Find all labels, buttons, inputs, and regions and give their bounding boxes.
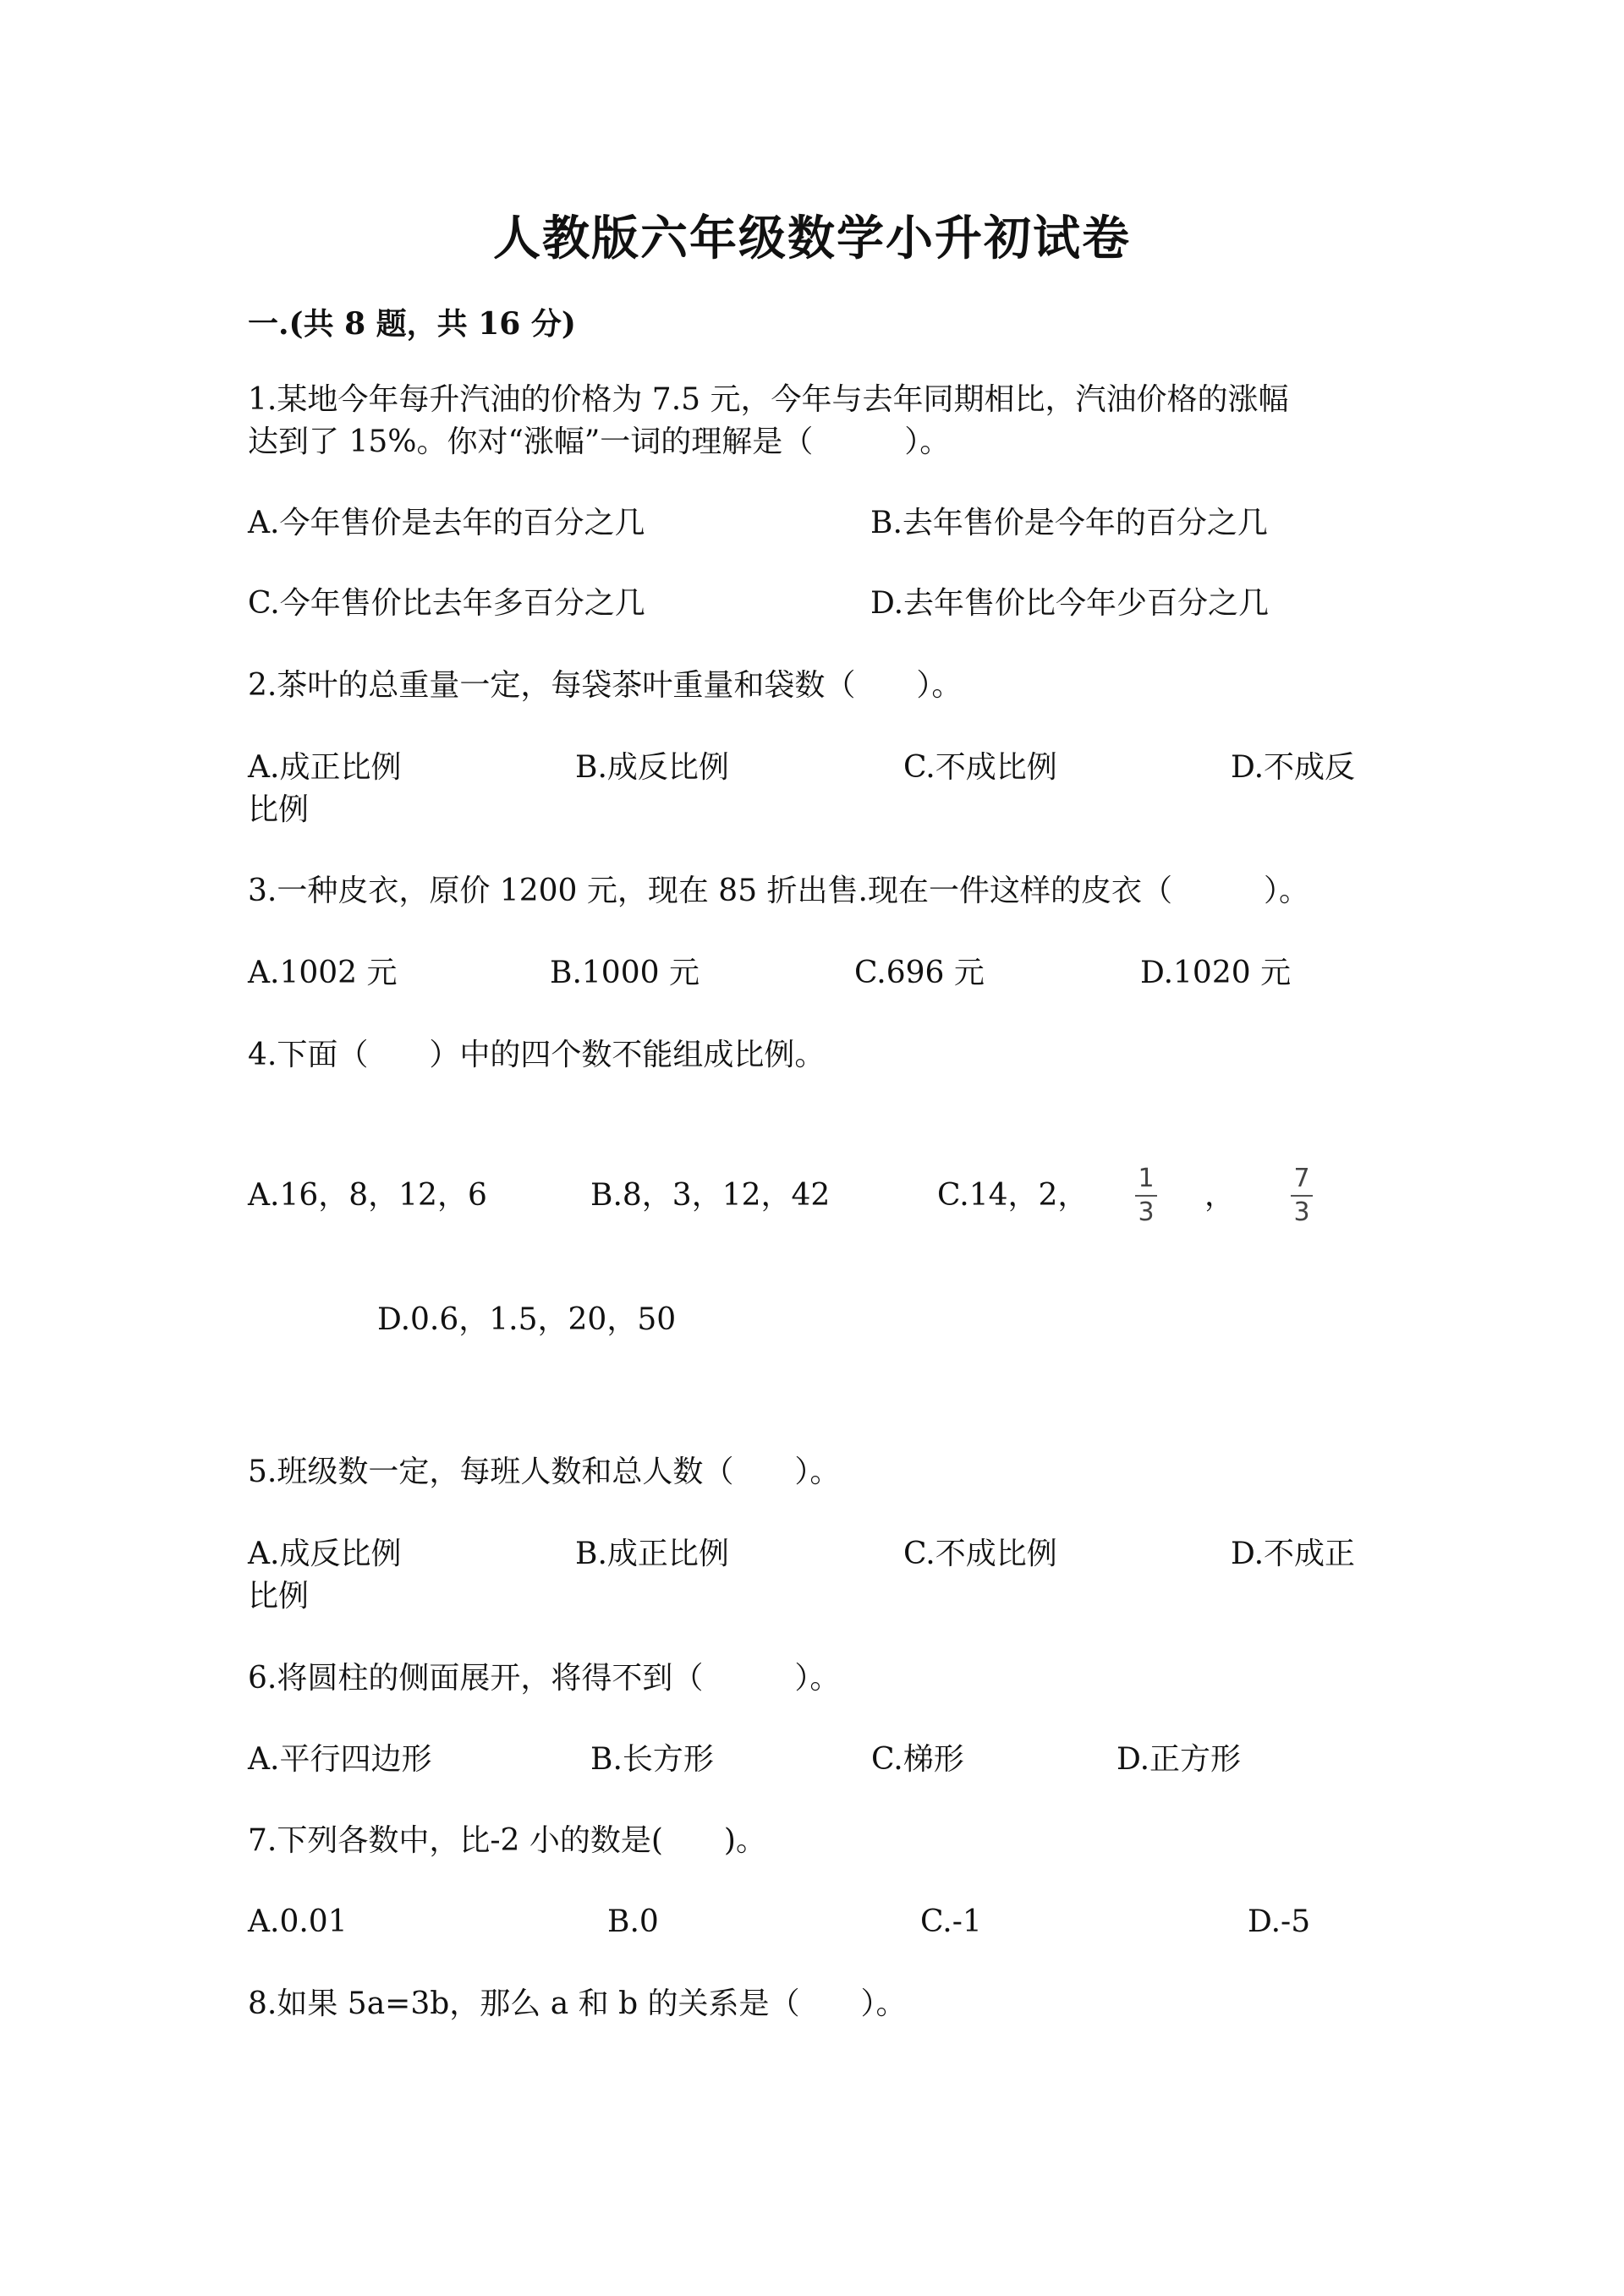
q5-option-c: C.不成比例 [903, 1537, 1057, 1571]
q6-option-d: D.正方形 [1116, 1742, 1242, 1777]
fraction-numerator: 1 [1138, 1164, 1155, 1193]
q4-option-c: C.14，2， [937, 1178, 1089, 1213]
q2-option-c: C.不成比例 [903, 750, 1057, 785]
q2-option-a: A.成正比例 [248, 750, 402, 785]
q1-option-c: C.今年售价比去年多百分之几 [248, 586, 645, 621]
q2-option-d: D.不成反 [1231, 750, 1356, 785]
fraction-denominator: 3 [1138, 1197, 1155, 1227]
q2-option-d-cont: 比例 [248, 792, 310, 827]
q1-option-b: B.去年售价是今年的百分之几 [870, 506, 1268, 540]
q7-option-b: B.0 [607, 1904, 659, 1939]
q4-option-b: B.8，3，12，42 [590, 1178, 831, 1213]
q5-option-d: D.不成正 [1231, 1537, 1356, 1571]
fraction-bar [1291, 1195, 1313, 1197]
q4-fraction-seven-thirds [1291, 1165, 1313, 1225]
section-heading: 一.(共 8 题，共 16 分) [248, 306, 576, 342]
q1-option-a: A.今年售价是去年的百分之几 [248, 506, 645, 540]
q1-stem-line2: 达到了 15%。你对“涨幅”一词的理解是（ ）。 [248, 425, 951, 459]
q1-stem-line1: 1.某地今年每升汽油的价格为 7.5 元，今年与去年同期相比，汽油价格的涨幅 [248, 382, 1289, 417]
q3-option-c: C.696 元 [854, 956, 985, 990]
q4-stem: 4.下面（ ）中的四个数不能组成比例。 [248, 1038, 826, 1072]
q6-stem: 6.将圆柱的侧面展开，将得不到（ ）。 [248, 1661, 841, 1696]
q4-fraction-one-third [1135, 1165, 1157, 1225]
q3-option-a: A.1002 元 [248, 956, 398, 990]
q5-option-d-cont: 比例 [248, 1579, 310, 1614]
q5-option-b: B.成正比例 [575, 1537, 729, 1571]
q4-option-c-comma: ， [1204, 1178, 1236, 1213]
q5-option-a: A.成反比例 [248, 1537, 402, 1571]
q6-option-c: C.梯形 [871, 1742, 964, 1777]
q6-option-a: A.平行四边形 [248, 1742, 432, 1777]
page-title: 人教版六年级数学小升初试卷 [493, 211, 1131, 266]
q7-option-c: C.-1 [920, 1904, 982, 1939]
q5-stem: 5.班级数一定，每班人数和总人数（ ）。 [248, 1455, 841, 1489]
fraction-numerator: 7 [1293, 1164, 1310, 1193]
q3-option-d: D.1020 元 [1140, 956, 1292, 990]
q2-option-b: B.成反比例 [575, 750, 729, 785]
q7-stem: 7.下列各数中，比-2 小的数是( )。 [248, 1823, 766, 1858]
q2-stem: 2.茶叶的总重量一定，每袋茶叶重量和袋数（ ）。 [248, 668, 963, 703]
q7-option-d: D.-5 [1248, 1904, 1311, 1939]
fraction-denominator: 3 [1293, 1197, 1310, 1227]
q8-stem: 8.如果 5a=3b，那么 a 和 b 的关系是（ ）。 [248, 1986, 907, 2021]
q4-option-d: D.0.6，1.5，20，50 [377, 1302, 677, 1337]
fraction-bar [1135, 1195, 1157, 1197]
q3-stem: 3.一种皮衣，原价 1200 元，现在 85 折出售.现在一件这样的皮衣（ ）。 [248, 874, 1309, 908]
q7-option-a: A.0.01 [248, 1904, 348, 1939]
q6-option-b: B.长方形 [590, 1742, 714, 1777]
q4-option-a: A.16，8，12，6 [248, 1178, 487, 1213]
q1-option-d: D.去年售价比今年少百分之几 [870, 586, 1270, 621]
q3-option-b: B.1000 元 [550, 956, 700, 990]
